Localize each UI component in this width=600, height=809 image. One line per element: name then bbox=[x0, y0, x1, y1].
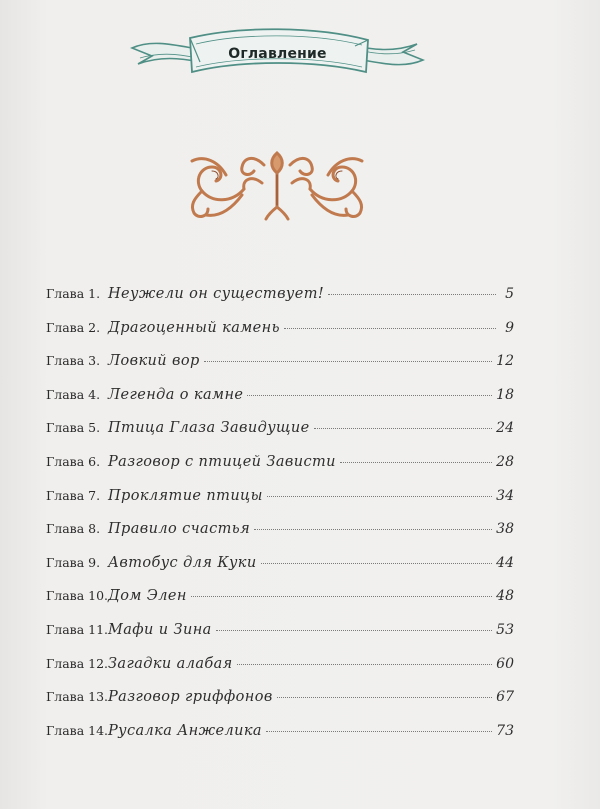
toc-entry bbox=[46, 721, 514, 755]
chapter-title: Автобус для Куки bbox=[108, 554, 257, 571]
page-number: 28 bbox=[496, 453, 514, 470]
chapter-label: Глава 14. bbox=[46, 722, 109, 738]
toc-entry bbox=[46, 452, 514, 486]
chapter-title: Разговор с птицей Зависти bbox=[108, 453, 336, 470]
dot-leader bbox=[266, 731, 492, 732]
chapter-title: Русалка Анжелика bbox=[108, 722, 262, 739]
chapter-label: Глава 12. bbox=[46, 655, 109, 671]
chapter-label: Глава 8. bbox=[46, 521, 101, 537]
chapter-title: Проклятие птицы bbox=[108, 487, 263, 504]
title-banner bbox=[130, 18, 425, 90]
page-number: 73 bbox=[496, 722, 514, 739]
table-of-contents bbox=[46, 284, 514, 754]
toc-entry bbox=[46, 284, 514, 318]
page-number: 44 bbox=[496, 554, 514, 571]
chapter-title: Загадки алабая bbox=[108, 655, 233, 672]
dot-leader bbox=[267, 496, 492, 497]
chapter-label: Глава 13. bbox=[46, 689, 109, 705]
chapter-title: Ловкий вор bbox=[108, 353, 200, 370]
toc-entry bbox=[46, 586, 514, 620]
dot-leader bbox=[314, 428, 493, 429]
page-number: 48 bbox=[496, 588, 514, 605]
chapter-label: Глава 4. bbox=[46, 386, 101, 402]
page-number: 12 bbox=[496, 353, 514, 370]
page-number: 60 bbox=[496, 655, 514, 672]
chapter-label: Глава 5. bbox=[46, 420, 101, 436]
dot-leader bbox=[216, 630, 492, 631]
toc-entry bbox=[46, 654, 514, 688]
toc-entry bbox=[46, 351, 514, 385]
dot-leader bbox=[340, 462, 492, 463]
chapter-title: Легенда о камне bbox=[108, 386, 244, 403]
chapter-title: Неужели он существует! bbox=[108, 286, 325, 302]
dot-leader bbox=[284, 328, 496, 329]
chapter-title: Дом Элен bbox=[108, 588, 187, 605]
dot-leader bbox=[254, 529, 492, 530]
chapter-label: Глава 11. bbox=[46, 621, 109, 637]
page-number: 5 bbox=[505, 286, 514, 302]
chapter-label: Глава 9. bbox=[46, 554, 101, 570]
dot-leader bbox=[277, 697, 492, 698]
toc-entry bbox=[46, 418, 514, 452]
chapter-label: Глава 3. bbox=[46, 353, 101, 369]
dot-leader bbox=[204, 361, 493, 362]
dot-leader bbox=[247, 395, 492, 396]
chapter-title: Мафи и Зина bbox=[108, 621, 212, 638]
chapter-title: Птица Глаза Завидущие bbox=[108, 420, 310, 437]
toc-entry bbox=[46, 519, 514, 553]
toc-entry bbox=[46, 553, 514, 587]
page-number: 18 bbox=[496, 386, 514, 403]
toc-entry bbox=[46, 318, 514, 352]
page-number: 67 bbox=[496, 689, 514, 706]
dot-leader bbox=[328, 294, 496, 295]
dot-leader bbox=[261, 563, 493, 564]
chapter-label: Глава 7. bbox=[46, 487, 101, 503]
chapter-label: Глава 1. bbox=[46, 286, 101, 301]
toc-entry bbox=[46, 687, 514, 721]
chapter-label: Глава 10. bbox=[46, 588, 109, 604]
page-number: 34 bbox=[496, 487, 514, 504]
page-number: 24 bbox=[496, 420, 514, 437]
chapter-title: Разговор гриффонов bbox=[108, 689, 273, 706]
dot-leader bbox=[237, 664, 493, 665]
chapter-label: Глава 2. bbox=[46, 319, 101, 335]
page-title: Оглавление bbox=[228, 46, 327, 62]
page-number: 38 bbox=[496, 521, 514, 538]
toc-entry bbox=[46, 620, 514, 654]
ornament-icon bbox=[182, 145, 372, 225]
chapter-title: Правило счастья bbox=[108, 521, 251, 538]
page-number: 9 bbox=[505, 319, 514, 336]
toc-entry bbox=[46, 486, 514, 520]
chapter-label: Глава 6. bbox=[46, 453, 101, 469]
page-number: 53 bbox=[496, 621, 514, 638]
toc-entry bbox=[46, 385, 514, 419]
dot-leader bbox=[191, 596, 492, 597]
chapter-title: Драгоценный камень bbox=[108, 319, 280, 336]
